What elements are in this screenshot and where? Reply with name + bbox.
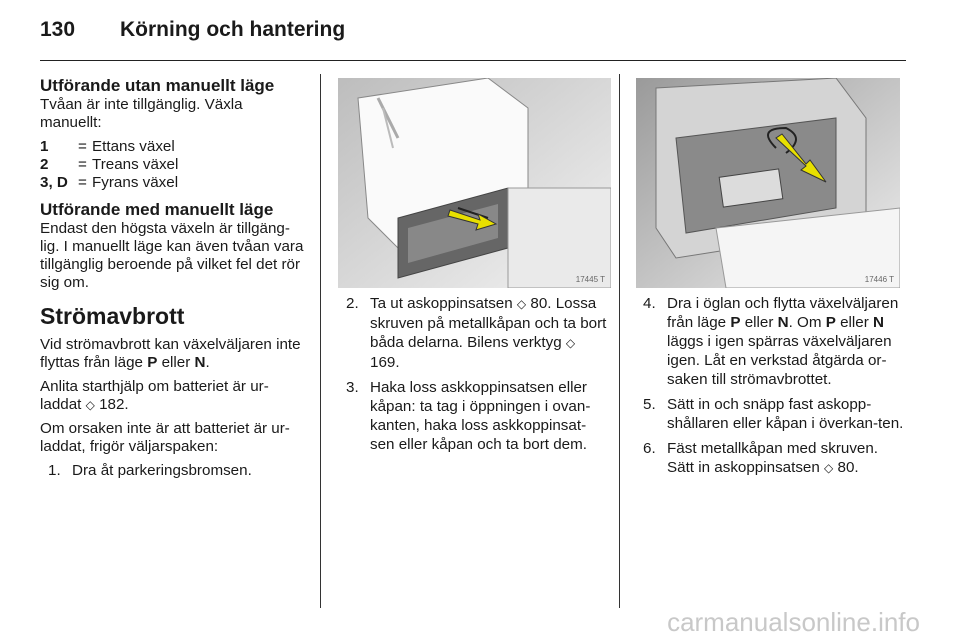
gear-equals: = bbox=[78, 138, 87, 155]
step-text bbox=[667, 439, 905, 478]
step-4 bbox=[643, 294, 905, 389]
page-ref-icon[interactable]: ◇ bbox=[85, 398, 95, 412]
gear-n: N bbox=[777, 314, 789, 331]
step-6 bbox=[643, 439, 905, 478]
column-divider bbox=[619, 74, 620, 608]
gear-key: 2 bbox=[40, 156, 49, 173]
text-run: eller bbox=[740, 314, 778, 331]
gear-key: 1 bbox=[40, 138, 49, 155]
step-number: 3. bbox=[346, 379, 359, 396]
text-run: Dra i öglan och flytta växelväljaren från läge bbox=[667, 295, 899, 331]
gear-key: 3, D bbox=[40, 174, 68, 191]
gear-p: P bbox=[825, 314, 836, 331]
step-3 bbox=[346, 378, 608, 454]
text-run: Lossa skruven på metallkåpan och ta bort båda delarna. Bilens verktyg bbox=[370, 295, 607, 351]
gear-equals: = bbox=[78, 156, 87, 173]
release-loop-drawing bbox=[636, 78, 900, 288]
step-text bbox=[667, 294, 905, 389]
text-run: . bbox=[205, 354, 210, 371]
step-text bbox=[370, 294, 608, 372]
page-ref[interactable]: 169. bbox=[370, 354, 400, 371]
step-text: Sätt in och snäpp fast askopp-shållaren eller kåpan i överkan-ten. bbox=[667, 396, 904, 432]
chapter-title: Körning och hantering bbox=[120, 18, 346, 41]
gear-label: Fyrans växel bbox=[92, 174, 179, 191]
watermark: carmanualsonline.info bbox=[667, 607, 920, 637]
text-run: Ta ut askoppinsatsen bbox=[370, 295, 517, 312]
step-number: 2. bbox=[346, 295, 359, 312]
text-run: Vid strömavbrott kan växelväljaren inte flyttas från läge bbox=[40, 336, 301, 371]
step-5 bbox=[643, 395, 905, 433]
page-ref-icon[interactable]: ◇ bbox=[824, 461, 834, 475]
gear-row bbox=[40, 156, 308, 174]
ashtray-removal-drawing bbox=[338, 78, 611, 288]
section-text-with-manual: Endast den högsta växeln är tillgäng-lig. I manuellt läge kan även tvåan vara tillgänglig beroende på vilket fel det rör sig om. bbox=[40, 220, 304, 291]
step-text: Dra åt parkeringsbromsen. bbox=[72, 462, 252, 479]
section-title-with-manual: Utförande med manuellt läge bbox=[40, 200, 274, 219]
gear-p: P bbox=[147, 354, 158, 371]
figure-number: 17446 T bbox=[864, 275, 894, 284]
gear-equals: = bbox=[78, 174, 87, 191]
section-text-without-manual: Tvåan är inte tillgänglig. Växla manuellt: bbox=[40, 96, 243, 131]
text-run: eller bbox=[835, 314, 873, 331]
column-1 bbox=[40, 76, 308, 486]
page-ref-icon[interactable]: ◇ bbox=[565, 336, 576, 350]
gear-n: N bbox=[194, 354, 206, 371]
step-2 bbox=[346, 294, 608, 372]
page-ref-icon[interactable]: ◇ bbox=[516, 297, 527, 311]
column-2 bbox=[346, 294, 608, 460]
page-header bbox=[40, 18, 345, 48]
step-number: 6. bbox=[643, 440, 656, 457]
page-number: 130 bbox=[40, 18, 76, 41]
section-title-without-manual: Utförande utan manuellt läge bbox=[40, 76, 275, 95]
column-divider bbox=[320, 74, 321, 608]
step-number: 1. bbox=[48, 462, 61, 479]
text-run: Fäst metallkåpan med skruven. Sätt in askoppinsatsen bbox=[667, 440, 879, 476]
gear-label: Ettans växel bbox=[92, 138, 175, 155]
jump-start-paragraph bbox=[40, 378, 308, 414]
text-run: läggs i igen spärras växelväljaren igen. Låt en verkstad åtgärda or-saken till strömavbrottet. bbox=[667, 333, 892, 388]
page-ref[interactable]: 80. bbox=[530, 295, 552, 312]
step-number: 5. bbox=[643, 396, 656, 413]
gear-n: N bbox=[872, 314, 884, 331]
column-3 bbox=[643, 294, 905, 484]
text-run: eller bbox=[157, 354, 195, 371]
release-lever-paragraph: Om orsaken inte är att batteriet är ur-laddat, frigör väljarspaken: bbox=[40, 420, 290, 455]
illustration-release-loop bbox=[636, 78, 900, 288]
gear-row bbox=[40, 138, 308, 156]
step-text: Haka loss askkoppinsatsen eller kåpan: ta tag i öppningen i ovan-kanten, haka loss askkoppinsat-sen eller kåpan och ta bort dem. bbox=[370, 379, 591, 453]
page-ref[interactable]: 182. bbox=[99, 396, 129, 413]
step-number: 4. bbox=[643, 295, 656, 312]
gear-row bbox=[40, 174, 308, 192]
step-1 bbox=[40, 462, 308, 480]
text-run: Anlita starthjälp om batteriet är ur-laddat bbox=[40, 378, 269, 413]
power-failure-paragraph bbox=[40, 336, 308, 372]
gear-label: Treans växel bbox=[92, 156, 179, 173]
gear-list bbox=[40, 138, 308, 192]
gear-p: P bbox=[730, 314, 741, 331]
text-run: . Om bbox=[788, 314, 826, 331]
header-rule bbox=[40, 60, 906, 61]
page-ref[interactable]: 80. bbox=[837, 459, 859, 476]
figure-number: 17445 T bbox=[575, 275, 605, 284]
illustration-ashtray-removal bbox=[338, 78, 611, 288]
section-title-power-failure: Strömavbrott bbox=[40, 303, 185, 329]
